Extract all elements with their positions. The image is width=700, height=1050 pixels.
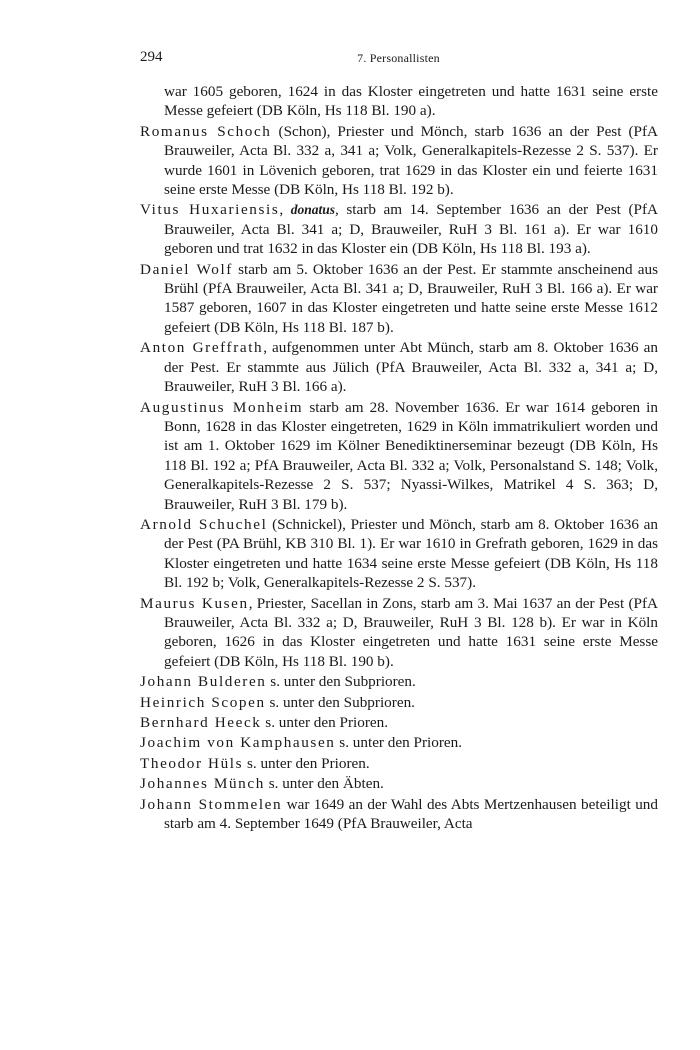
list-entry bbox=[140, 733, 658, 752]
list-entry bbox=[140, 200, 658, 258]
entry-text: s. unter den Subprioren. bbox=[266, 673, 416, 691]
status-term: donatus bbox=[290, 202, 336, 218]
entry-text: war 1605 geboren, 1624 in das Kloster eingetreten und hatte 1631 seine erste Messe gefeiert (DB Köln, Hs 118 Bl. 190 a). bbox=[164, 83, 658, 120]
person-name: Theodor Hüls bbox=[140, 754, 244, 772]
running-head: 7. Personallisten bbox=[357, 51, 440, 65]
person-name: Heinrich Scopen bbox=[140, 693, 266, 711]
list-entry bbox=[140, 338, 658, 396]
person-name: Daniel Wolf bbox=[140, 260, 233, 278]
entry-text: s. unter den Prioren. bbox=[261, 714, 389, 731]
list-entry bbox=[140, 398, 658, 514]
list-entry bbox=[140, 774, 658, 793]
entry-text: war 1649 an der Wahl des Abts Mertzenhausen beteiligt und starb am 4. September 1649 (PfA Brauweiler, Acta bbox=[164, 795, 658, 833]
person-name: Arnold Schuchel bbox=[140, 515, 268, 533]
list-entry-continuation bbox=[140, 82, 658, 121]
entry-text: , starb am 14. September 1636 an der Pest (PfA Brauweiler, Acta Bl. 341 a; D, Brauweiler, RuH 3 Bl. 161 a). Er war 1610 geboren und trat 1632 in das Kloster ein (DB Köln, Hs 118 Bl. 193 a). bbox=[164, 201, 659, 258]
entry-separator: , bbox=[279, 201, 291, 219]
entry-text: (Schnickel), Priester und Mönch, starb am 8. Oktober 1636 an der Pest (PA Brühl, KB 310 Bl. 1). Er war 1610 in Grefrath geboren, 1629 in das Kloster eingetreten und hatte 1634 seine erste Messe gefeiert (DB Köln, Hs 118 Bl. 192 b; Volk, Generalkapitels-Rezesse 2 S. 537). bbox=[164, 515, 658, 592]
entry-text: starb am 28. November 1636. Er war 1614 geboren in Bonn, 1628 in das Kloster eingetreten, 1629 in Köln immatrikuliert worden und ist am 1. Oktober 1629 im Kölner Benediktinerseminar bezeugt (DB Köln, Hs 118 Bl. 192 a; PfA Brauweiler, Acta Bl. 332 a; Volk, Personalstand S. 148; Volk, Generalkapitels-Rezesse 2 S. 537; Nyassi-Wilkes, Matrikel 4 S. 363; D, Brauweiler, RuH 3 Bl. 179 b). bbox=[164, 398, 658, 513]
entry-text: s. unter den Prioren. bbox=[335, 734, 463, 752]
person-name: Johann Stommelen bbox=[140, 795, 283, 813]
entry-text: s. unter den Prioren. bbox=[243, 754, 370, 772]
list-entry bbox=[140, 795, 658, 834]
person-name: Johann Bulderen bbox=[140, 673, 267, 691]
list-entry bbox=[140, 122, 658, 200]
entry-text: starb am 5. Oktober 1636 an der Pest. Er stammte anscheinend aus Brühl (PfA Brauweiler, Acta Bl. 341 a; D, Brauweiler, RuH 3 Bl. 166 a). Er war 1587 geboren, 1607 in das Kloster eingetreten und hatte seine erste Messe 1612 gefeiert (DB Köln, Hs 118 Bl. 187 b). bbox=[164, 260, 659, 336]
list-entry bbox=[140, 515, 658, 593]
page-header bbox=[140, 49, 657, 69]
person-name: Joachim von Kamphausen bbox=[140, 734, 336, 752]
person-name: Johannes Münch bbox=[140, 775, 265, 793]
list-entry bbox=[140, 754, 658, 773]
entry-text: (Schon), Priester und Mönch, starb 1636 an der Pest (PfA Brauweiler, Acta Bl. 332 a, 341 a; Volk, Generalkapitels-Rezesse 2 S. 537). Er wurde 1601 in Lövenich geboren, trat 1629 in das Kloster ein und feierte 1631 seine erste Messe (DB Köln, Hs 118 Bl. 192 b). bbox=[164, 122, 658, 199]
person-name: Romanus Schoch bbox=[140, 122, 272, 140]
list-entry bbox=[140, 260, 658, 338]
person-name: Anton Greffrath bbox=[140, 339, 264, 357]
entry-text: , Priester, Sacellan in Zons, starb am 3. Mai 1637 an der Pest (PfA Brauweiler, Acta Bl. 332 a; D, Brauweiler, RuH 3 Bl. 128 b). Er war in Köln geboren, 1626 in das Kloster eingetreten und hatte 1631 seine erste Messe gefeiert (DB Köln, Hs 118 Bl. 190 b). bbox=[164, 594, 658, 670]
person-name: Augustinus Monheim bbox=[140, 398, 304, 416]
list-entry bbox=[140, 594, 658, 672]
person-name: Vitus Huxariensis bbox=[140, 201, 280, 219]
list-entry bbox=[140, 713, 658, 732]
entry-text: s. unter den Subprioren. bbox=[265, 693, 415, 711]
page-number: 294 bbox=[140, 49, 163, 65]
entry-text: s. unter den Äbten. bbox=[264, 775, 384, 793]
entry-text: , aufgenommen unter Abt Münch, starb am 8. Oktober 1636 an der Pest. Er stammte aus Jülich (PfA Brauweiler, Acta Bl. 332 a, 341 a; D, Brauweiler, RuH 3 Bl. 166 a). bbox=[164, 339, 659, 396]
person-name: Maurus Kusen bbox=[140, 594, 249, 612]
list-entry bbox=[140, 672, 658, 691]
person-name: Bernhard Heeck bbox=[140, 714, 262, 731]
list-entry bbox=[140, 693, 658, 712]
personnel-list bbox=[140, 82, 658, 834]
